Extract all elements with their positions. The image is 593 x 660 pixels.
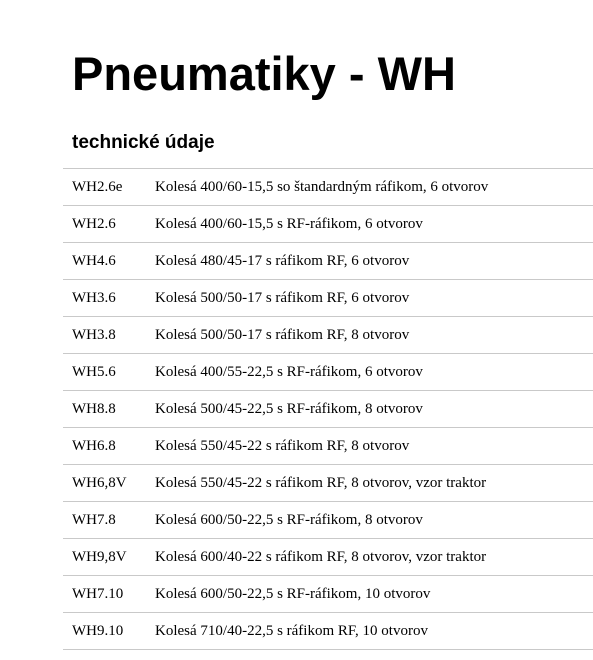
row-description: Kolesá 500/45-22,5 s RF-ráfikom, 8 otvorov: [155, 400, 423, 417]
row-description: Kolesá 400/55-22,5 s RF-ráfikom, 6 otvorov: [155, 363, 423, 380]
row-description: Kolesá 400/60-15,5 s RF-ráfikom, 6 otvorov: [155, 215, 423, 232]
row-code: WH7.8: [72, 511, 116, 528]
row-description: Kolesá 710/40-22,5 s ráfikom RF, 10 otvorov: [155, 622, 428, 639]
row-description: Kolesá 480/45-17 s ráfikom RF, 6 otvorov: [155, 252, 410, 269]
table-row: [63, 613, 593, 650]
row-code: WH2.6e: [72, 178, 123, 195]
row-code: WH5.6: [72, 363, 116, 380]
table-row: [63, 391, 593, 428]
row-description: Kolesá 500/50-17 s ráfikom RF, 8 otvorov: [155, 326, 410, 343]
table-row: [63, 428, 593, 465]
row-description: Kolesá 600/40-22 s ráfikom RF, 8 otvorov, vzor traktor: [155, 548, 487, 565]
page-title: Pneumatiky - WH: [72, 47, 456, 100]
table-row: [63, 280, 593, 317]
row-code: WH9,8V: [72, 548, 127, 565]
row-code: WH3.6: [72, 289, 116, 306]
row-description: Kolesá 600/50-22,5 s RF-ráfikom, 8 otvorov: [155, 511, 423, 528]
row-code: WH7.10: [72, 585, 124, 602]
table-row: [63, 502, 593, 539]
table-row: [63, 354, 593, 391]
row-description: Kolesá 600/50-22,5 s RF-ráfikom, 10 otvorov: [155, 585, 431, 602]
row-code: WH9.10: [72, 622, 124, 639]
table-row: [63, 465, 593, 502]
row-code: WH2.6: [72, 215, 116, 232]
row-code: WH6.8: [72, 437, 116, 454]
section-heading: technické údaje: [72, 132, 215, 153]
table-row: [63, 539, 593, 576]
row-code: WH6,8V: [72, 474, 127, 491]
row-code: WH4.6: [72, 252, 116, 269]
spec-table: [63, 168, 593, 650]
table-row: [63, 206, 593, 243]
row-description: Kolesá 550/45-22 s ráfikom RF, 8 otvorov: [155, 437, 410, 454]
table-row: [63, 317, 593, 354]
table-row: [63, 576, 593, 613]
row-description: Kolesá 550/45-22 s ráfikom RF, 8 otvorov, vzor traktor: [155, 474, 487, 491]
table-row: [63, 243, 593, 280]
table-row: [63, 169, 593, 206]
row-code: WH8.8: [72, 400, 116, 417]
row-description: Kolesá 500/50-17 s ráfikom RF, 6 otvorov: [155, 289, 410, 306]
row-description: Kolesá 400/60-15,5 so štandardným ráfikom, 6 otvorov: [155, 178, 489, 195]
row-code: WH3.8: [72, 326, 116, 343]
